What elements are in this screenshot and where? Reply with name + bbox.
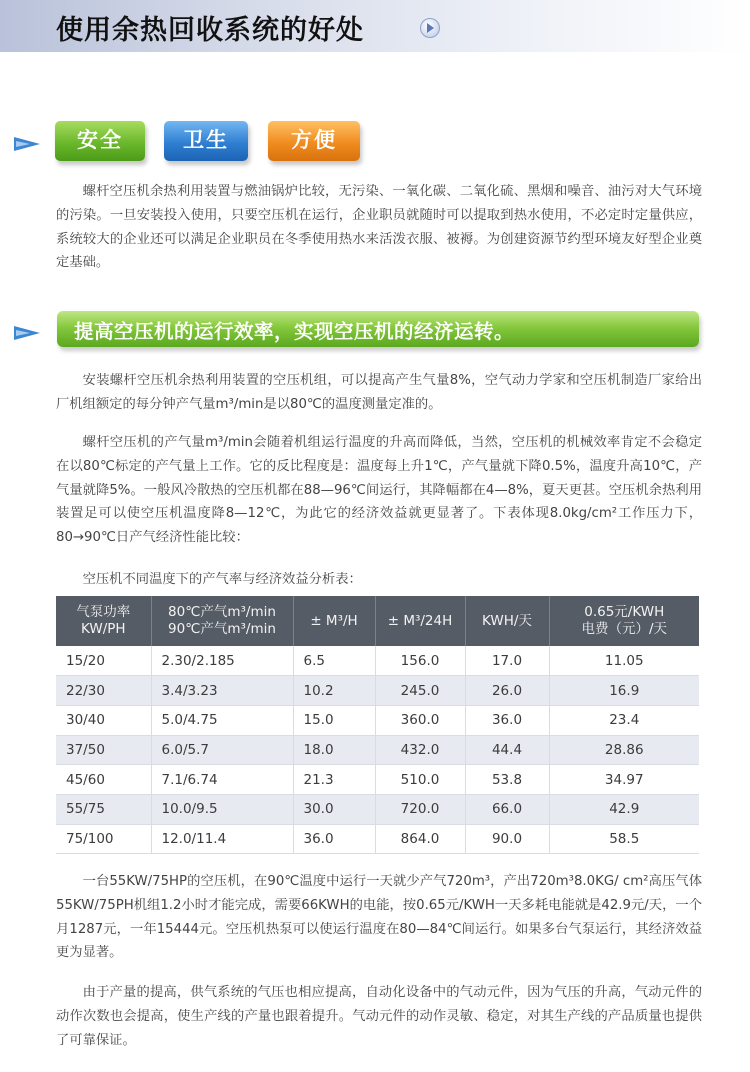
closing-paragraph-2: 由于产量的提高，供气系统的气压也相应提高，自动化设备中的气动元件，因为气压的升高，气动元件的动作次数也会提高，使生产线的产量也跟着提升。气动元件的动作灵敏、稳定，对其生产线的产品质量也提供了可靠保证。 (56, 985, 702, 1048)
table-row (56, 735, 699, 765)
cell-cost: 11.05 (549, 646, 699, 676)
header-kwh: KWH/天 (465, 596, 549, 646)
table-row (56, 676, 699, 706)
cell-power: 22/30 (56, 676, 151, 706)
cell-hourly: 6.5 (293, 646, 375, 676)
cell-output: 3.4/3.23 (151, 676, 293, 706)
closing-paragraph-1: 一台55KW/75HP的空压机，在90℃温度中运行一天就少产气720m³，产出720m³8.0KG/ cm²高压气体55KW/75PH机组1.2小时才能完成，需要66KWH的电能，按0.65元/KWH一天多耗电能就是42.9元/天，一个月1287元，一年15444元。空压机热泵可以使运行温度在80—84℃间运行。如果多台气泵运行，其经济效益更为显著。 (56, 874, 702, 961)
table-row (56, 824, 699, 854)
cell-hourly: 30.0 (293, 794, 375, 824)
cell-kwh: 66.0 (465, 794, 549, 824)
cell-cost: 28.86 (549, 735, 699, 765)
cell-output: 2.30/2.185 (151, 646, 293, 676)
table-header-row (56, 596, 699, 646)
cell-hourly: 36.0 (293, 824, 375, 854)
cell-power: 45/60 (56, 765, 151, 795)
table-row (56, 705, 699, 735)
cell-power: 55/75 (56, 794, 151, 824)
cell-hourly: 15.0 (293, 705, 375, 735)
header-power: 气泵功率 KW/PH (56, 596, 151, 646)
page-title: 使用余热回收系统的好处 (56, 15, 364, 46)
cell-output: 5.0/4.75 (151, 705, 293, 735)
cell-kwh: 17.0 (465, 646, 549, 676)
cell-daily: 432.0 (375, 735, 465, 765)
badge-hygiene: 卫生 (164, 121, 248, 161)
cell-kwh: 26.0 (465, 676, 549, 706)
badge-convenience: 方便 (268, 121, 360, 161)
cell-output: 12.0/11.4 (151, 824, 293, 854)
header-output: 80℃产气m³/min 90℃产气m³/min (151, 596, 293, 646)
benefits-paragraph: 螺杆空压机余热利用装置与燃油锅炉比较，无污染、一氧化碳、二氧化硫、黑烟和噪音、油污对大气环境的污染。一旦安装投入使用，只要空压机在运行，企业职员就随时可以提取到热水使用，不必定时定量供应，系统较大的企业还可以满足企业职员在冬季使用热水来活泼衣服、被褥。为创建资源节约型环境友好型企业奠定基础。 (56, 184, 702, 271)
cell-kwh: 90.0 (465, 824, 549, 854)
cell-cost: 23.4 (549, 705, 699, 735)
cell-power: 75/100 (56, 824, 151, 854)
cell-cost: 42.9 (549, 794, 699, 824)
cell-cost: 34.97 (549, 765, 699, 795)
header-cost: 0.65元/KWH 电费（元）/天 (549, 596, 699, 646)
efficiency-paragraph-2: 螺杆空压机的产气量m³/min会随着机组运行温度的升高而降低，当然，空压机的机械效率肯定不会稳定在以80℃标定的产气量上工作。它的反比程度是：温度每上升1℃，产气量就下降0.5%，温度升高10℃，产气量就降5%。一般风冷散热的空压机都在88—96℃间运行，其降幅都在4—8%，夏天更甚。空压机余热利用装置足可以使空压机温度降8—12℃，为此它的经济效益就更显著了。下表体现8.0kg/cm²工作压力下，80→90℃日产气经济性能比较： (56, 435, 702, 546)
header-daily: ± M³/24H (375, 596, 465, 646)
cell-cost: 58.5 (549, 824, 699, 854)
cell-hourly: 10.2 (293, 676, 375, 706)
cell-daily: 720.0 (375, 794, 465, 824)
arrow-icon (14, 133, 40, 155)
cell-hourly: 18.0 (293, 735, 375, 765)
cell-daily: 510.0 (375, 765, 465, 795)
cell-cost: 16.9 (549, 676, 699, 706)
cell-daily: 245.0 (375, 676, 465, 706)
cell-kwh: 36.0 (465, 705, 549, 735)
cell-daily: 864.0 (375, 824, 465, 854)
cell-kwh: 53.8 (465, 765, 549, 795)
table-caption: 空压机不同温度下的产气率与经济效益分析表： (82, 572, 362, 587)
cell-power: 15/20 (56, 646, 151, 676)
analysis-table (56, 596, 699, 854)
cell-output: 7.1/6.74 (151, 765, 293, 795)
table-row (56, 794, 699, 824)
efficiency-paragraph-1: 安装螺杆空压机余热利用装置的空压机组，可以提高产生气量8%，空气动力学家和空压机制造厂家给出厂机组额定的每分钟产气量m³/min是以80℃的温度测量定准的。 (56, 373, 702, 412)
page-header (0, 0, 750, 52)
efficiency-banner (57, 311, 699, 347)
table-row (56, 646, 699, 676)
cell-kwh: 44.4 (465, 735, 549, 765)
cell-daily: 156.0 (375, 646, 465, 676)
table-row (56, 765, 699, 795)
cell-power: 30/40 (56, 705, 151, 735)
cell-hourly: 21.3 (293, 765, 375, 795)
play-circle-icon (420, 18, 440, 38)
cell-output: 6.0/5.7 (151, 735, 293, 765)
cell-power: 37/50 (56, 735, 151, 765)
badge-safety: 安全 (55, 121, 145, 161)
header-hourly: ± M³/H (293, 596, 375, 646)
arrow-icon (14, 322, 40, 344)
cell-daily: 360.0 (375, 705, 465, 735)
cell-output: 10.0/9.5 (151, 794, 293, 824)
banner-title: 提高空压机的运行效率，实现空压机的经济运转。 (74, 320, 515, 343)
